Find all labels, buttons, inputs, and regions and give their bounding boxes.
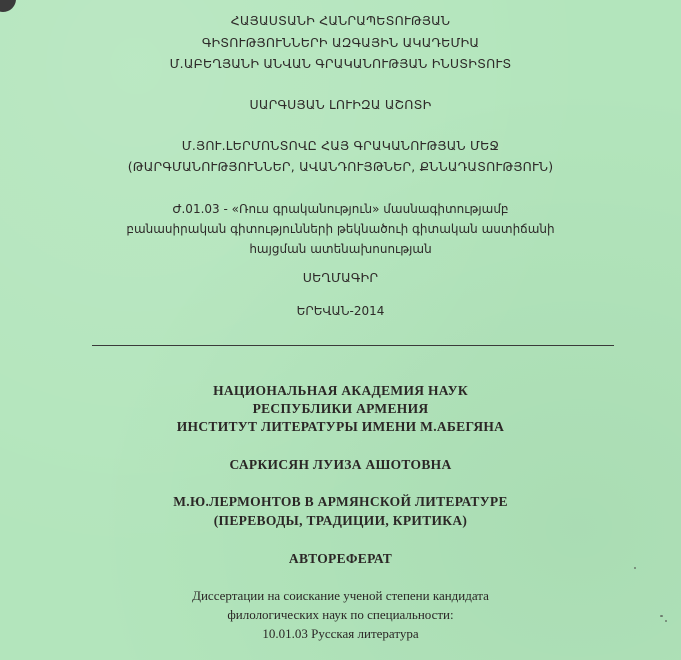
section-divider xyxy=(92,345,614,346)
russian-description-line-2: филологических наук по специальности: xyxy=(227,607,454,622)
armenian-specialty-line-2: բանասիրական գիտությունների թեկնածուի գիտական աստիճանի xyxy=(126,222,555,236)
russian-description-line-1: Диссертации на соискание ученой степени кандидата xyxy=(192,588,489,603)
armenian-specialty-line-3: հայցման ատենախոսության xyxy=(249,242,432,256)
russian-author-name: САРКИСЯН ЛУИЗА АШОТОВНА xyxy=(229,457,452,472)
scan-corner-mark xyxy=(0,0,16,12)
russian-institution-line-3: ИНСТИТУТ ЛИТЕРАТУРЫ ИМЕНИ М.АБЕГЯНА xyxy=(176,419,505,434)
armenian-place-year: ԵՐԵՎԱՆ-2014 xyxy=(296,304,385,318)
russian-description-line-3: 10.01.03 Русская литература xyxy=(262,626,419,641)
armenian-institution-line-2: ԳԻՏՈՒԹՅՈՒՆՆԵՐԻ ԱԶԳԱՅԻՆ ԱԿԱԴԵՄԻԱ xyxy=(201,35,480,50)
russian-institution-line-2: РЕСПУБЛИКИ АРМЕНИЯ xyxy=(252,401,429,416)
scan-speck xyxy=(665,620,667,622)
russian-title-line-1: М.Ю.ЛЕРМОНТОВ В АРМЯНСКОЙ ЛИТЕРАТУРЕ xyxy=(173,494,508,509)
armenian-specialty-line-1: Ժ.01.03 - «Ռուս գրականություն» մասնագիտությամբ xyxy=(172,202,509,216)
russian-doc-type: АВТОРЕФЕРАТ xyxy=(288,551,393,566)
russian-title-line-2: (ПЕРЕВОДЫ, ТРАДИЦИИ, КРИТИКА) xyxy=(213,513,468,528)
armenian-institution-line-1: ՀԱՅԱՍՏԱՆԻ ՀԱՆՐԱՊԵՏՈՒԹՅԱՆ xyxy=(230,13,451,28)
scan-speck xyxy=(634,567,636,569)
armenian-title-line-2: (ԹԱՐԳՄԱՆՈՒԹՅՈՒՆՆԵՐ, ԱՎԱՆԴՈՒՅԹՆԵՐ, ՔՆՆԱԴԱՏՈՒԹՅՈՒՆ) xyxy=(127,159,554,174)
armenian-author-name: ՍԱՐԳՍՅԱՆ ԼՈՒԻԶԱ ԱՇՈՏԻ xyxy=(249,97,432,112)
russian-institution-line-1: НАЦИОНАЛЬНАЯ АКАДЕМИЯ НАУК xyxy=(213,383,468,398)
armenian-title-line-1: Մ.ՅՈՒ.ԼԵՐՄՈՆՏՈՎԸ ՀԱՅ ԳՐԱԿԱՆՈՒԹՅԱՆ ՄԵՋ xyxy=(181,138,500,153)
scan-speck xyxy=(660,615,663,617)
armenian-doc-type: ՍԵՂՄԱԳԻՐ xyxy=(302,270,379,285)
armenian-institution-line-3: Մ.ԱԲԵՂՅԱՆԻ ԱՆՎԱՆ ԳՐԱԿԱՆՈՒԹՅԱՆ ԻՆՍՏԻՏՈՒՏ xyxy=(169,56,512,71)
